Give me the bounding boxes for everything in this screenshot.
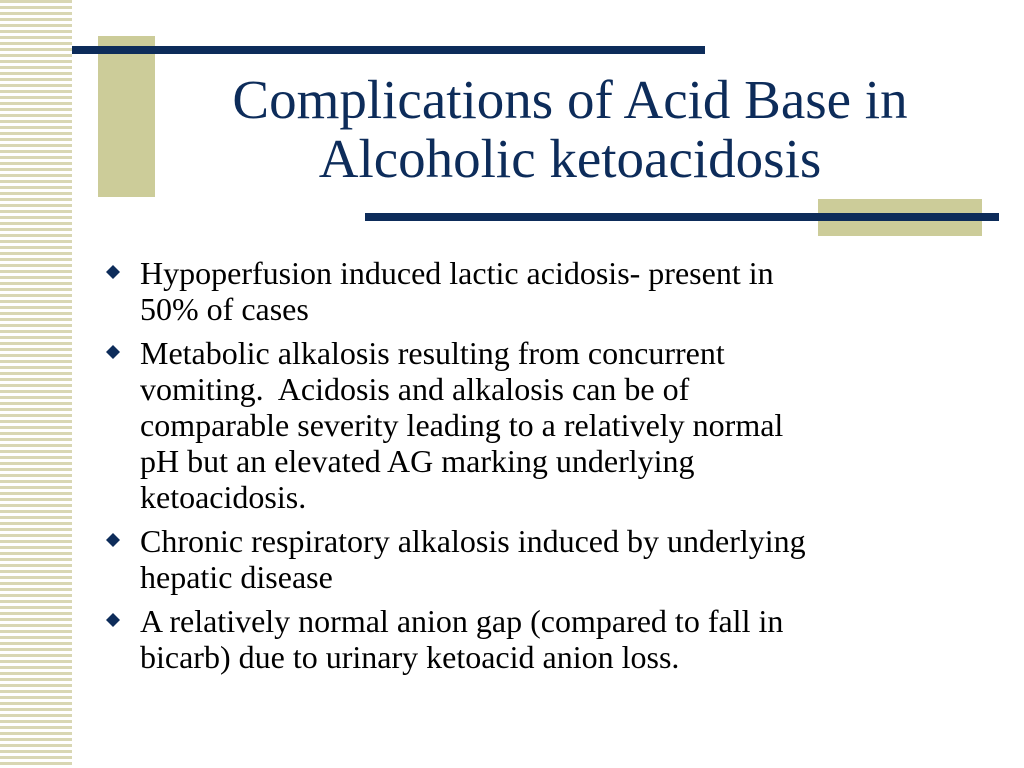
bullet-item — [100, 603, 980, 675]
bullet-line: bicarb) due to urinary ketoacid anion loss. — [140, 639, 680, 675]
bullet-item — [100, 335, 980, 515]
diamond-bullet-icon — [106, 613, 120, 627]
title-rule-bottom — [365, 213, 999, 221]
bullet-line: pH but an elevated AG marking underlying — [140, 443, 695, 479]
bullet-line: Metabolic alkalosis resulting from concurrent — [140, 335, 725, 371]
bullet-line: A relatively normal anion gap (compared to fall in — [140, 603, 784, 639]
bullet-list — [100, 255, 980, 683]
bullet-item — [100, 523, 980, 595]
bullet-line: comparable severity leading to a relatively normal — [140, 407, 784, 443]
title-rule-top — [72, 46, 705, 54]
diamond-bullet-icon — [106, 533, 120, 547]
slide-title-line-2: Alcoholic ketoacidosis — [318, 128, 822, 189]
decorative-stripes — [0, 0, 72, 768]
bullet-item — [100, 255, 980, 327]
bullet-line: Chronic respiratory alkalosis induced by underlying — [140, 523, 806, 559]
diamond-bullet-icon — [106, 265, 120, 279]
bullet-line: vomiting. Acidosis and alkalosis can be of — [140, 371, 690, 407]
slide-title-line-1: Complications of Acid Base in — [232, 69, 908, 130]
diamond-bullet-icon — [106, 345, 120, 359]
decorative-block-left — [98, 36, 155, 197]
bullet-line: Hypoperfusion induced lactic acidosis- present in — [140, 255, 774, 291]
bullet-line: ketoacidosis. — [140, 479, 307, 515]
bullet-line: 50% of cases — [140, 291, 309, 327]
slide-title — [160, 70, 980, 188]
bullet-line: hepatic disease — [140, 559, 333, 595]
